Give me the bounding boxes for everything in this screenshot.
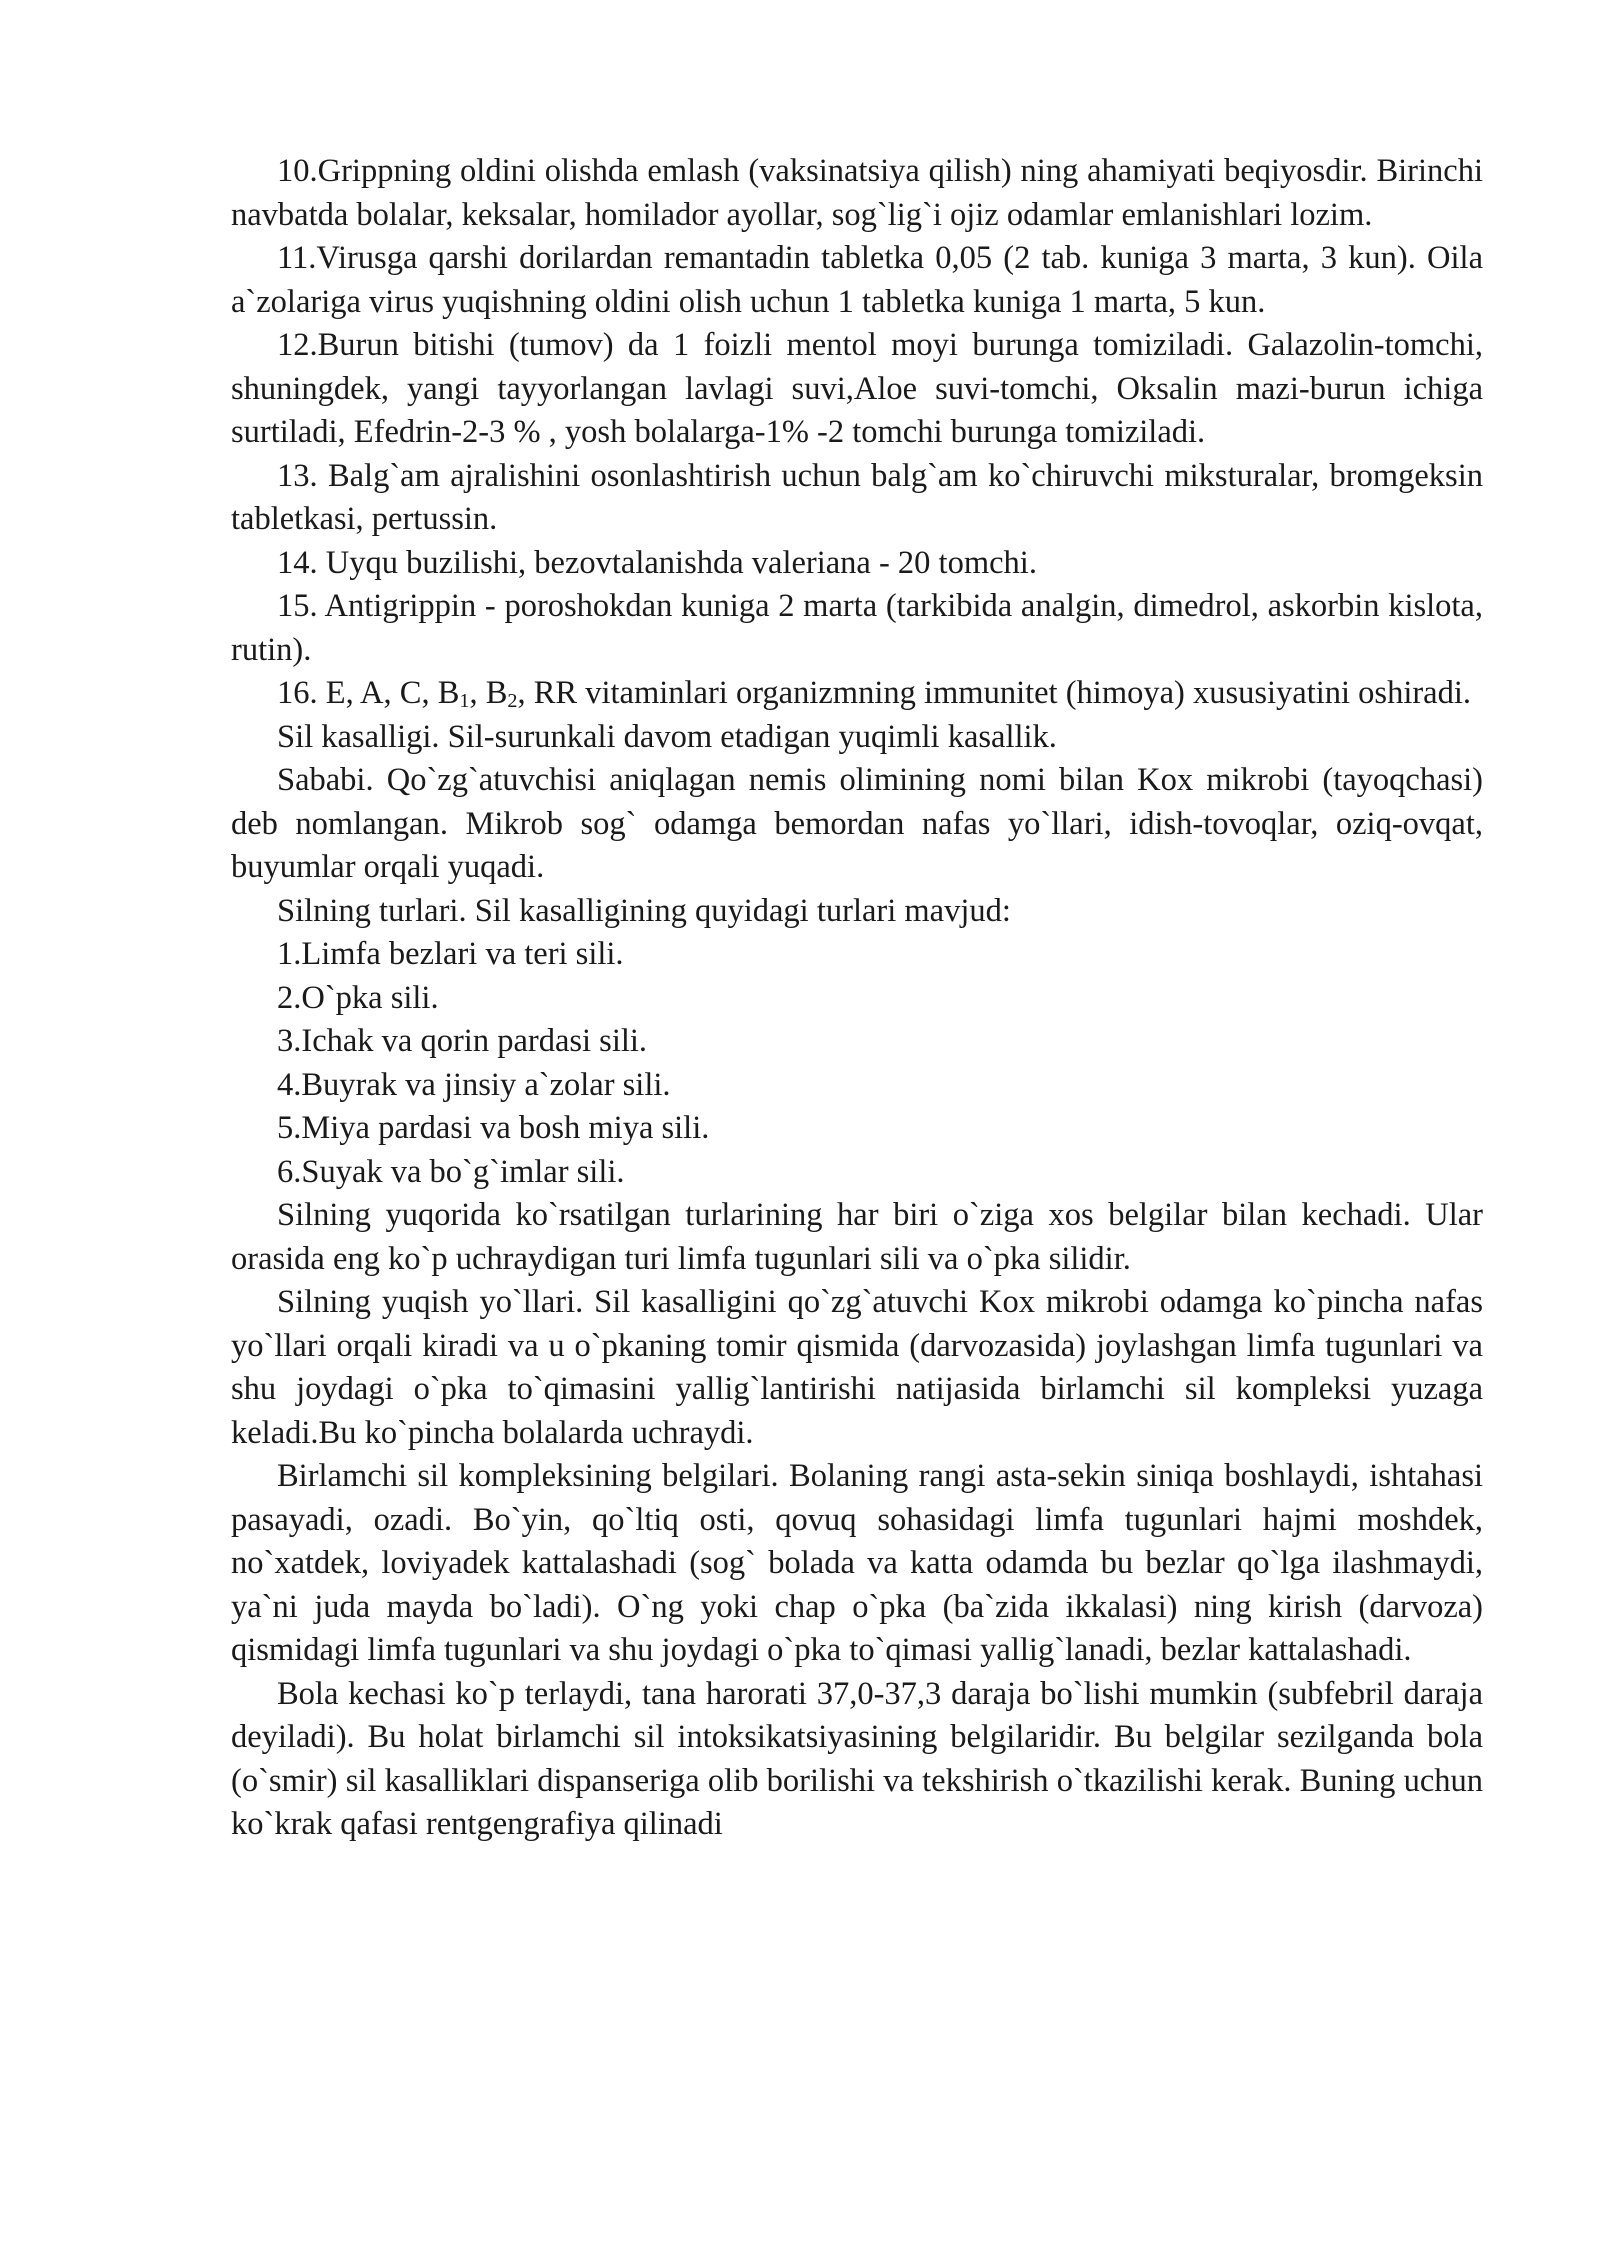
list-item-type-3: 3.Ichak va qorin pardasi sili. <box>277 1023 648 1059</box>
vitamins-text-mid: , B <box>469 675 508 711</box>
paragraph-14-valerian: 14. Uyqu buzilishi, bezovtalanishda valeriana - 20 tomchi. <box>277 544 1037 581</box>
paragraph-13-expectorants: 13. Balg`am ajralishini osonlashtirish uchun balg`am ko`chiruvchi miksturalar, bromgeksin tabletkasi, pertussin. <box>231 457 1483 537</box>
vitamins-text-end: , RR vitaminlari organizmning immunitet (himoya) xususiyatini oshiradi. <box>517 675 1472 711</box>
subscript-b1: 1 <box>459 690 470 712</box>
paragraph-15-antigrippin: 15. Antigrippin - poroshokdan kuniga 2 marta (tarkibida analgin, dimedrol, askorbin kislota, rutin). <box>231 588 1483 668</box>
vitamins-text-start: 16. E, A, C, B <box>277 675 460 711</box>
paragraph-primary-complex-signs: Birlamchi sil kompleksining belgilari. Bolaning rangi asta-sekin siniqa boshlaydi, ishtahasi pasayadi, ozadi. Bo`yin, qo`ltiq osti, qovuq sohasidagi limfa tugunlari hajmi moshdek, no`xatdek, loviyadek kattalashadi (sog` bolada va katta odamda bu bezlar qo`lga ilashmaydi, ya`ni juda mayda bo`ladi). O`ng yoki chap o`pka (ba`zida ikkalasi) ning kirish (darvoza) qismidagi limfa tugunlari va shu joydagi o`pka to`qimasi yallig`lanadi, bezlar kattalashadi. <box>231 1458 1483 1668</box>
paragraph-10-vaccination: 10.Grippning oldini olishda emlash (vaksinatsiya qilish) ning ahamiyati beqiyosdir. Birinchi navbatda bolalar, keksalar, homilador ayollar, sog`lig`i ojiz odamlar emlanishlari lozim. <box>231 153 1483 233</box>
paragraph-tuberculosis-heading: Sil kasalligi. Sil-surunkali davom etadigan yuqimli kasallik. <box>277 718 1057 755</box>
paragraph-11-remantadin: 11.Virusga qarshi dorilardan remantadin tabletka 0,05 (2 tab. kuniga 3 marta, 3 kun). Oila a`zolariga virus yuqishning oldini olish uchun 1 tabletka kuniga 1 marta, 5 kun. <box>231 240 1483 320</box>
paragraph-types-summary: Silning yuqorida ko`rsatilgan turlarining har biri o`ziga xos belgilar bilan kechadi. Ular orasida eng ko`p uchraydigan turi limfa tugunlari sili va o`pka silidir. <box>231 1197 1483 1277</box>
list-item-type-4: 4.Buyrak va jinsiy a`zolar sili. <box>277 1066 671 1103</box>
paragraph-cause: Sababi. Qo`zg`atuvchisi aniqlagan nemis olimining nomi bilan Kox mikrobi (tayoqchasi) deb nomlangan. Mikrob sog` odamga bemordan nafas yo`llari, idish-tovoqlar, oziq-ovqat, buyumlar orqali yuqadi. <box>231 762 1483 885</box>
paragraph-12-nasal-drops: 12.Burun bitishi (tumov) da 1 foizli mentol moyi burunga tomiziladi. Galazolin-tomchi, shuningdek, yangi tayyorlangan lavlagi suvi,Aloe suvi-tomchi, Oksalin mazi-burun ichiga surtiladi, Efedrin-2-3 % , yosh bolalarga-1% -2 tomchi burunga tomiziladi. <box>231 327 1483 450</box>
paragraph-16-vitamins <box>231 672 1483 716</box>
list-item-type-6: 6.Suyak va bo`g`imlar sili. <box>277 1153 625 1190</box>
paragraph-transmission: Silning yuqish yo`llari. Sil kasalligini qo`zg`atuvchi Kox mikrobi odamga ko`pincha nafas yo`llari orqali kiradi va u o`pkaning tomir qismida (darvozasida) joylashgan limfa tugunlari va shu joydagi o`pka to`qimasini yallig`lantirishi natijasida birlamchi sil kompleksi yuzaga keladi.Bu ko`pincha bolalarda uchraydi. <box>231 1284 1483 1451</box>
document-page <box>231 150 1483 1847</box>
list-item-type-5: 5.Miya pardasi va bosh miya sili. <box>277 1110 710 1146</box>
list-item-type-2: 2.O`pka sili. <box>277 979 439 1016</box>
subscript-b2: 2 <box>507 690 518 712</box>
paragraph-night-sweats: Bola kechasi ko`p terlaydi, tana harorati 37,0-37,3 daraja bo`lishi mumkin (subfebril daraja deyiladi). Bu holat birlamchi sil intoksikatsiyasining belgilaridir. Bu belgilar sezilganda bola (o`smir) sil kasalliklari dispanseriga olib borilishi va tekshirish o`tkazilishi kerak. Buning uchun ko`krak qafasi rentgengrafiya qilinadi <box>231 1675 1483 1842</box>
paragraph-types-intro: Silning turlari. Sil kasalligining quyidagi turlari mavjud: <box>277 892 1011 929</box>
list-item-type-1: 1.Limfa bezlari va teri sili. <box>277 936 624 972</box>
